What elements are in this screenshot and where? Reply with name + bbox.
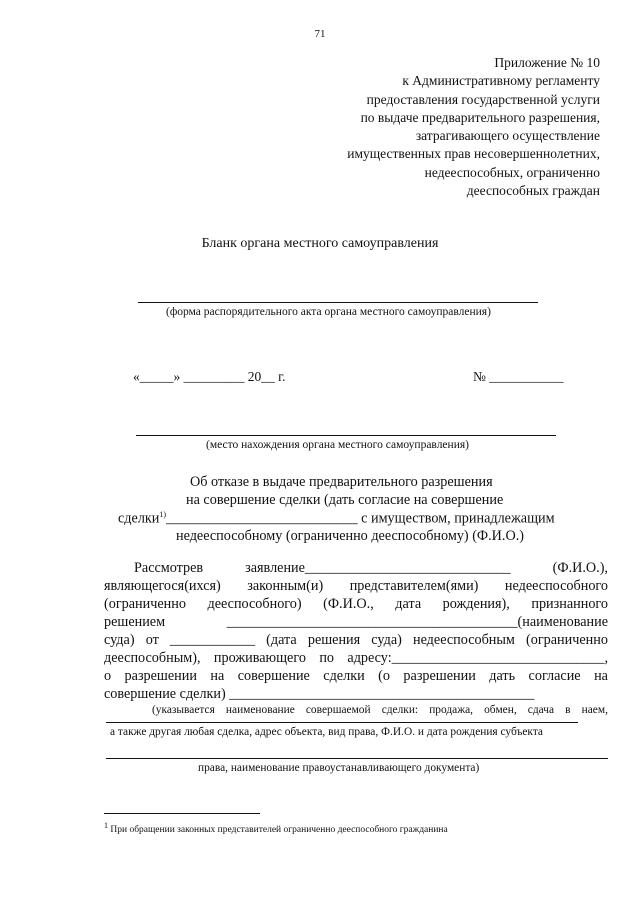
body-line: о разрешении на совершение сделки (о разрешении дать согласие на xyxy=(104,668,608,684)
location-caption: (место нахождения органа местного самоуправления) xyxy=(206,439,469,451)
footnote-ref: 1) xyxy=(159,510,167,519)
body-line: суда) от ____________ (дата решения суда) недееспособным (ограниченно xyxy=(104,632,608,648)
act-form-caption: (форма распорядительного акта органа местного самоуправления) xyxy=(166,306,491,318)
body-line: (указывается наименование совершаемой сделки: продажа, обмен, сдача в наем, xyxy=(152,704,608,716)
footnote-rule xyxy=(104,813,260,814)
appendix-line: Приложение № 10 xyxy=(494,55,600,70)
appendix-line: недееспособных, ограниченно xyxy=(424,164,600,180)
footnote-mark: 1 xyxy=(104,821,108,830)
title-line: недееспособному (ограниченно дееспособному) (Ф.И.О.) xyxy=(176,528,524,544)
body-line: являющегося(ихся) законным(и) представителем(ями) недееспособного xyxy=(104,578,608,594)
transaction-caption: а также другая любая сделка, адрес объекта, вид права, Ф.И.О. и дата рождения субъекта xyxy=(110,726,543,738)
appendix-line: к Административному регламенту xyxy=(402,73,600,89)
title-line: на совершение сделки (дать согласие на совершение xyxy=(186,492,504,508)
body-line: совершение сделки) ___________________________________________ xyxy=(104,686,535,702)
document-caption: права, наименование правоустанавливающего документа) xyxy=(198,762,480,774)
body-line: (ограниченно дееспособного) (Ф.И.О., дата рождения), признанного xyxy=(104,596,608,612)
date-line: «_____» _________ 20__ г. xyxy=(133,369,286,384)
title-word: ___________________________ с имуществом, принадлежащим xyxy=(166,510,555,527)
body-line: дееспособным), проживающего по адресу:______________________________, xyxy=(104,650,608,666)
footnote xyxy=(104,821,448,835)
footnote-text: При обращении законных представителей ограниченно дееспособного гражданина xyxy=(110,825,448,836)
document-rule xyxy=(106,758,608,759)
number-line: № ___________ xyxy=(473,369,564,384)
title-line: Об отказе в выдаче предварительного разрешения xyxy=(190,474,493,490)
appendix-line: по выдаче предварительного разрешения, xyxy=(360,109,600,125)
body-line: решением _________________________________________(наименование xyxy=(104,614,608,630)
appendix-line: затрагивающего осуществление xyxy=(415,128,600,144)
appendix-line: дееспособных граждан xyxy=(466,183,600,199)
body-line: Рассмотрев заявление_____________________________ (Ф.И.О.), xyxy=(134,560,608,576)
appendix-line: предоставления государственной услуги xyxy=(366,91,600,107)
title-word: сделки xyxy=(118,510,160,527)
page-number: 71 xyxy=(314,28,326,40)
transaction-rule xyxy=(106,722,578,723)
blank-title: Бланк органа местного самоуправления xyxy=(201,236,439,251)
appendix-line: имущественных прав несовершеннолетних, xyxy=(347,146,600,162)
